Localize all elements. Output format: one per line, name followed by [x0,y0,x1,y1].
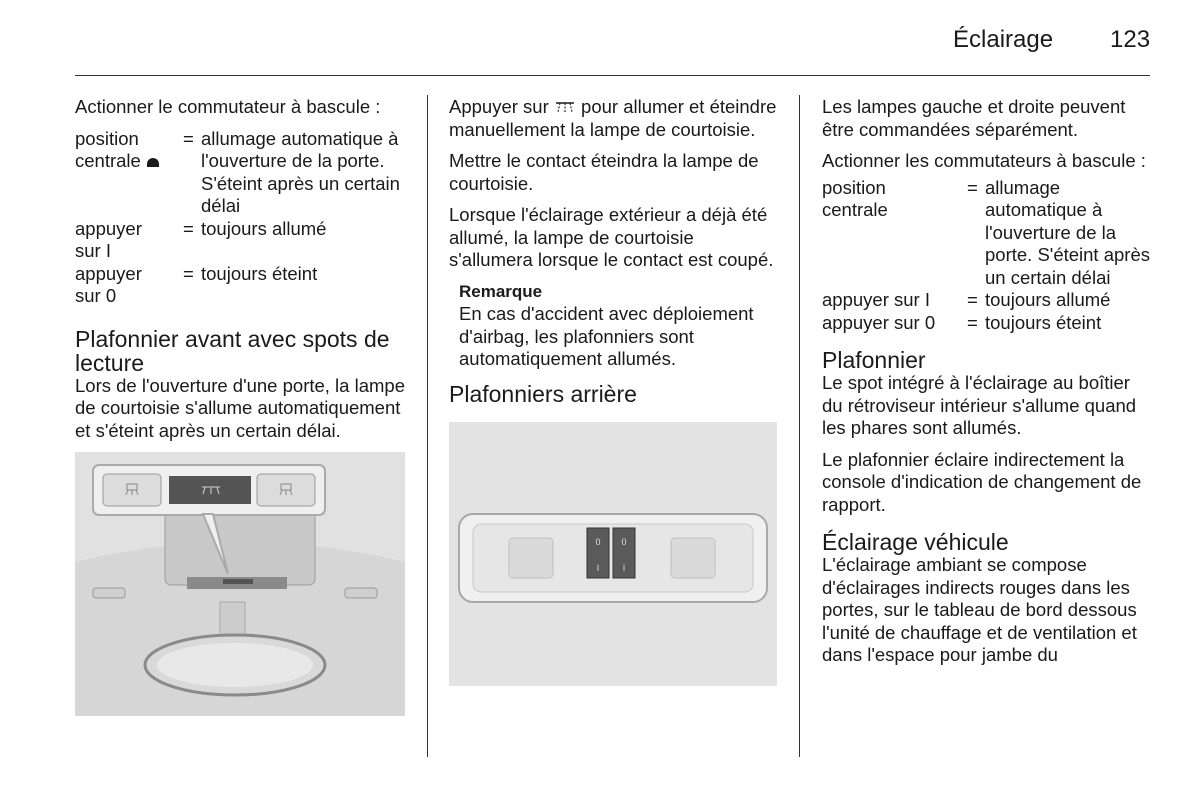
door-lamp-icon [146,157,160,169]
note-box [449,281,779,371]
definition-desc: toujours allumé [201,217,327,239]
front-lamp-text: Lors de l'ouverture d'une porte, la lampe de courtoisie s'allume automatiquement et s'éteint après un certain délai. [75,374,405,441]
column-1 [75,96,410,716]
definition-row: position centrale = allumage automatique à l'ouverture de la porte. S'éteint après un certain délai [822,176,1150,288]
section-heading-vehicle-lighting: Éclairage véhicule [822,529,1009,555]
column-3 [822,96,1152,676]
column-divider-1 [427,95,428,757]
definition-row: appuyer sur I = toujours allumé [822,289,1152,312]
note-body: En cas d'accident avec déploiement d'airbag, les plafonniers sont automatiquement allumés. [459,303,754,369]
definition-term: appuyer sur I [822,289,930,310]
rear-switch-positions-list [822,177,1152,335]
definition-term: appuyer sur 0 [822,311,936,333]
courtesy-lamp-button [169,476,251,504]
plafonnier-text-2: Le plafonnier éclaire indirectement la console d'indication de changement de rapport. [822,448,1142,515]
column-2 [449,96,779,686]
note-title: Remarque [459,281,543,301]
definition-term: appuyer sur I [75,217,142,261]
column-divider-2 [799,95,800,757]
definition-desc: toujours éteint [201,262,318,284]
page-number: 123 [1110,26,1151,53]
switch-mark-off: 0 [595,536,601,547]
ignition-text: Mettre le contact éteindra la lampe de courtoisie. [449,150,759,194]
console-housing [165,507,315,585]
definition-desc: toujours éteint [985,311,1102,333]
definition-row: position centrale = allumage automatique à l'ouverture de la porte. S'éteint après un certain délai [75,128,410,218]
switch-mark-on: I [622,562,626,573]
rocker-instruction: Actionner les commutateurs à bascule : [822,150,1146,171]
separate-control-text: Les lampes gauche et droite peuvent être commandées séparément. [822,96,1126,140]
definition-desc: allumage automatique à l'ouverture de la porte. S'éteint après un certain délai [201,127,400,216]
switch-positions-list [75,128,410,308]
intro-text: Actionner le commutateur à bascule : [75,96,381,117]
definition-row: appuyer sur I = toujours allumé [75,218,410,263]
plafonnier-text-1: Le spot intégré à l'éclairage au boîtier du rétroviseur intérieur s'allume quand les phares sont allumés. [822,372,1137,438]
definition-term: position centrale [75,128,183,218]
header-rule [75,75,1150,76]
figure-front-ceiling-lamp [75,452,405,716]
exterior-lighting-text: Lorsque l'éclairage extérieur a déjà été allumé, la lampe de courtoisie s'allumera lorsque le contact est coupé. [449,204,774,270]
section-heading-plafonnier: Plafonnier [822,347,926,373]
courtesy-lamp-instruction: Appuyer sur pour allumer et éteindre manuellement la lampe de courtoisie. [449,96,777,140]
definition-row: appuyer sur 0 = toujours éteint [75,263,410,308]
definition-term: position centrale [822,176,888,220]
vehicle-lighting-text: L'éclairage ambiant se compose d'éclairages indirects rouges dans les portes, sur le tableau de bord dessous l'unité de chauffage et de ventilation et dans l'espace pour jambe du [822,554,1137,665]
definition-desc: toujours allumé [985,289,1111,310]
section-heading-front-lamp: Plafonnier avant avec spots de lecture [75,325,390,376]
figure-rear-ceiling-lamps [449,422,777,686]
switch-mark-on: I [596,562,600,573]
definition-row: appuyer sur 0 = toujours éteint [822,312,1152,335]
courtesy-lamp-icon [554,99,576,115]
section-heading-rear-lamps: Plafonniers arrière [449,380,637,407]
definition-term: appuyer sur 0 [75,262,142,306]
definition-desc: allumage automatique à l'ouverture de la porte. S'éteint après un certain délai [985,176,1150,288]
section-title: Éclairage [953,26,1054,53]
switch-mark-off: 0 [621,536,627,547]
